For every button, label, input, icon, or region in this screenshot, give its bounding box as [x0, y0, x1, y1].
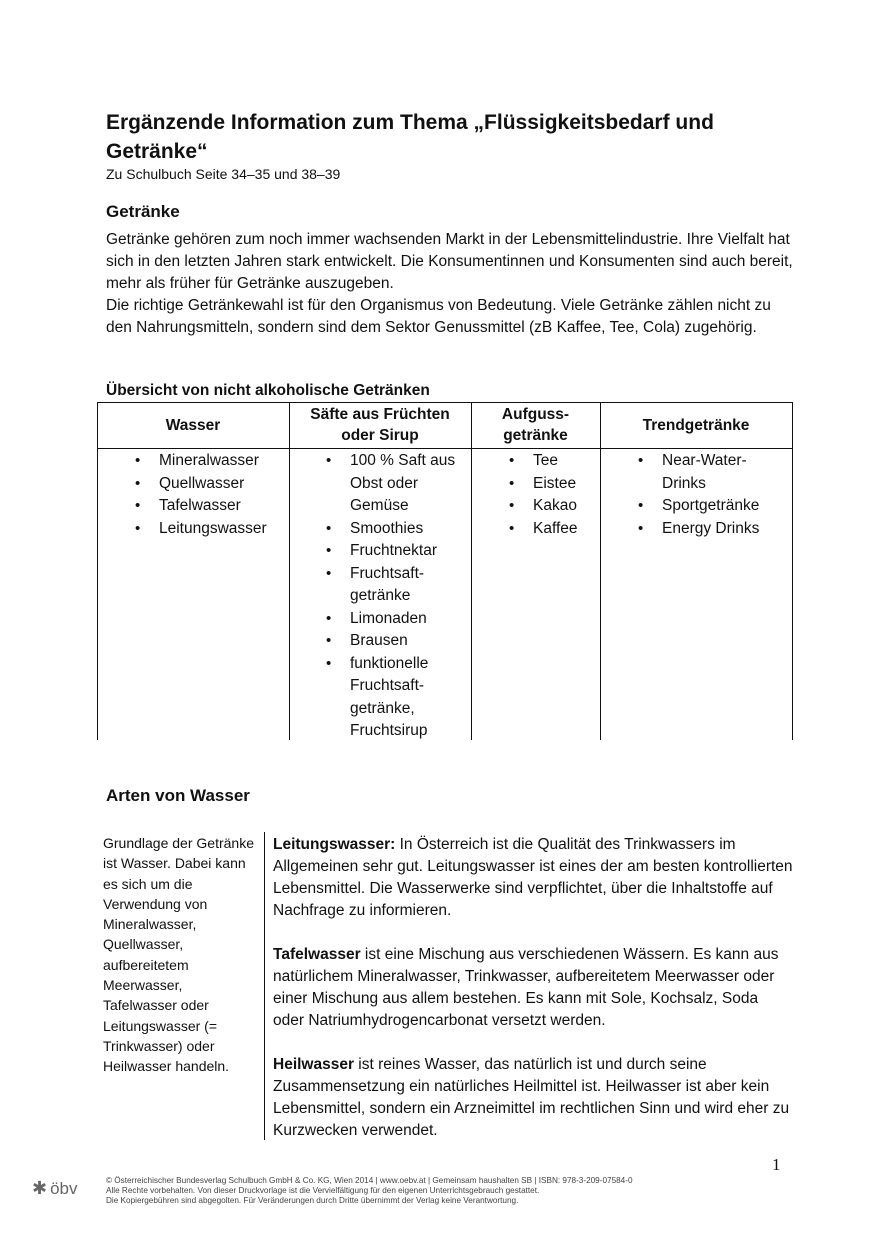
footer-line-2: Alle Rechte vorbehalten. Von dieser Druckvorlage ist die Vervielfältigung für den eigenen Unterrichtsgebrauch gestattet.: [106, 1186, 540, 1195]
table-column-saefte: [324, 450, 464, 743]
list-item: • Brausen: [324, 630, 464, 653]
table-column-trend: [636, 450, 786, 540]
list-item: • Mineralwasser: [133, 450, 283, 473]
table-header-trend: Trendgetränke: [642, 416, 750, 434]
publisher-logo: [32, 1178, 78, 1199]
list-item: • Energy Drinks: [636, 518, 786, 541]
page-subtitle: Zu Schulbuch Seite 34–35 und 38–39: [106, 166, 341, 182]
list-item: • Limonaden: [324, 608, 464, 631]
table-header-divider: [97, 448, 793, 449]
water-item-heilwasser: [273, 1054, 793, 1142]
page-number: 1: [772, 1155, 781, 1174]
section-heading-wasser: Arten von Wasser: [106, 786, 250, 805]
table-header-wasser: Wasser: [165, 416, 221, 434]
water-item-tafelwasser: [273, 944, 793, 1032]
list-item: • Eistee: [507, 473, 597, 496]
list-item: • Near-Water-Drinks: [636, 450, 786, 495]
list-item: • Kakao: [507, 495, 597, 518]
table-column-wasser: [133, 450, 283, 540]
footer-line-1: © Österreichischer Bundesverlag Schulbuch GmbH & Co. KG, Wien 2014 | www.oebv.at | Gemeinsam haushalten SB | ISBN: 978-3-209-07584-0: [106, 1176, 633, 1185]
water-item-leitungswasser: [273, 834, 793, 922]
drinks-table: [97, 402, 793, 740]
table-vline-2: [471, 402, 472, 740]
list-item: • Fruchtnektar: [324, 540, 464, 563]
water-text: ist reines Wasser, das natürlich ist und durch seine Zusammensetzung ein natürliches Heilmittel ist. Heilwasser ist aber kein Lebensmittel, sondern ein Arzneimittel im rechtlichen Sinn und wird eher zu Kurzwecken verwendet.: [273, 1056, 790, 1139]
list-item: • Tafelwasser: [133, 495, 283, 518]
list-item: • Quellwasser: [133, 473, 283, 496]
table-vline-4: [792, 402, 793, 740]
list-item: • funktionelle Fruchtsaft-getränke, Fruchtsirup: [324, 653, 464, 743]
sidenote-divider: [264, 832, 265, 1140]
sidenote: Grundlage der Getränke ist Wasser. Dabei kann es sich um die Verwendung von Mineralwasser, Quellwasser, aufbereitetem Meerwasser, Tafelwasser oder Leitungswasser (= Trinkwasser) oder Heilwasser handeln.: [103, 835, 254, 1075]
intro-paragraph-2: Die richtige Getränkewahl ist für den Organismus von Bedeutung. Viele Getränke zählen nicht zu den Nahrungsmitteln, sondern sind dem Sektor Genussmittel (zB Kaffee, Tee, Cola) zugehörig.: [106, 297, 771, 336]
water-term: Heilwasser: [273, 1056, 354, 1073]
intro-text: [106, 229, 796, 339]
water-text: In Österreich ist die Qualität des Trinkwassers im Allgemeinen sehr gut. Leitungswasser ist eines der am besten kontrollierten Lebensmittel. Die Wasserwerke sind verpflichtet, über die Inhaltstoffe auf Nachfrage zu informieren.: [273, 836, 793, 919]
intro-paragraph-1: Getränke gehören zum noch immer wachsenden Markt in der Lebensmittelindustrie. Ihre Vielfalt hat sich in den letzten Jahren stark entwickelt. Die Konsumentinnen und Konsumenten sind auch bereit, mehr als früher für Getränke auszugeben.: [106, 231, 793, 292]
list-item: • 100 % Saft aus Obst oder Gemüse: [324, 450, 464, 518]
logo-text: öbv: [50, 1178, 78, 1198]
table-column-aufguss: [507, 450, 597, 540]
table-vline-1: [289, 402, 290, 740]
table-caption: Übersicht von nicht alkoholische Getränken: [106, 382, 430, 399]
footer-line-3: Die Kopiergebühren sind abgegolten. Für Veränderungen durch Dritte übernimmt der Verlag keine Verantwortung.: [106, 1196, 519, 1205]
list-item: • Sportgetränke: [636, 495, 786, 518]
table-header-saefte: Säfte aus Früchten oder Sirup: [310, 406, 450, 444]
section-heading-getraenke: Getränke: [106, 202, 180, 221]
water-term: Tafelwasser: [273, 946, 361, 963]
table-header-aufguss: Aufguss-getränke: [501, 406, 570, 444]
page-title: Ergänzende Information zum Thema „Flüssigkeitsbedarf und Getränke“: [106, 111, 714, 163]
list-item: • Kaffee: [507, 518, 597, 541]
water-text: ist eine Mischung aus verschiedenen Wässern. Es kann aus natürlichem Mineralwasser, Trinkwasser, aufbereitetem Meerwasser oder einer Mischung aus allem bestehen. Es kann mit Sole, Kochsalz, Soda oder Natriumhydrogencarbonat versetzt werden.: [273, 946, 779, 1029]
obv-logo-icon: ✱: [32, 1178, 48, 1198]
footer-text: [106, 1176, 786, 1206]
list-item: • Leitungswasser: [133, 518, 283, 541]
water-types: [273, 834, 793, 1164]
table-vline-0: [97, 402, 98, 740]
water-term: Leitungswasser:: [273, 836, 396, 853]
list-item: • Fruchtsaft-getränke: [324, 563, 464, 608]
list-item: • Tee: [507, 450, 597, 473]
table-vline-3: [600, 402, 601, 740]
list-item: • Smoothies: [324, 518, 464, 541]
